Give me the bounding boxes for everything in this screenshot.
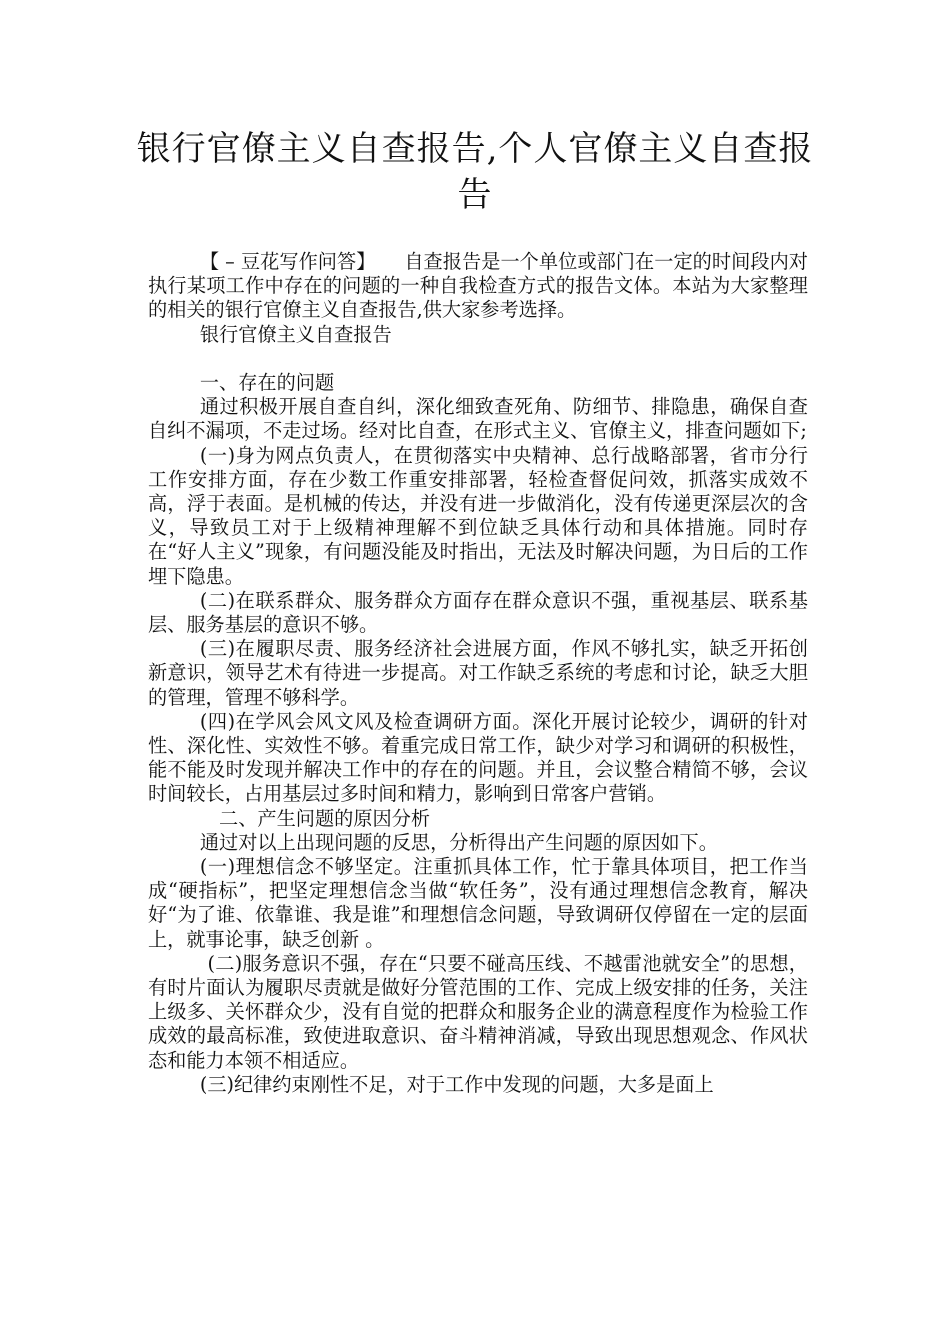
document-title: 银行官僚主义自查报告,个人官僚主义自查报告 [136, 129, 814, 215]
document-body [148, 250, 808, 1097]
report-subtitle: 银行官僚主义自查报告 [199, 322, 392, 346]
section-heading-causes: 二、产生问题的原因分析 [219, 806, 431, 830]
paragraph-item-4: (四)在学风会风文风及检查调研方面。深化开展讨论较少，调研的针对性、深化性、实效性不够。着重完成日常工作，缺少对学习和调研的积极性，能不能及时发现并解决工作中的存在的问题。并且，会议整合精简不够，会议时间较长，占用基层过多时间和精力，影响到日常客户营销。 [148, 709, 808, 806]
paragraph-causes-intro: 通过对以上出现问题的反思，分析得出产生问题的原因如下。 [199, 830, 718, 854]
section-heading-problems: 一、存在的问题 [199, 371, 335, 394]
paragraph-item-2: (二)在联系群众、服务群众方面存在群众意识不强，重视基层、联系基层、服务基层的意识不够。 [148, 588, 808, 637]
paragraph-cause-3: (三)纪律约束刚性不足，对于工作中发现的问题，大多是面上 [199, 1072, 714, 1096]
paragraph-item-1: (一)身为网点负责人，在贯彻落实中央精神、总行战略部署，省市分行工作安排方面，存在少数工作重安排部署，轻检查督促问效，抓落实成效不高，浮于表面。是机械的传达，并没有进一步做消化，没有传递更深层次的含义，导致员工对于上级精神理解不到位缺乏具体行动和具体措施。同时存在“好人主义”现象，有问题没能及时指出，无法及时解决问题，为日后的工作埋下隐患。 [148, 443, 808, 588]
paragraph-self-check: 通过积极开展自查自纠，深化细致查死角、防细节、排隐患，确保自查自纠不漏项，不走过场。经对比自查，在形式主义、官僚主义，排查问题如下; [148, 395, 808, 443]
paragraph-item-3: (三)在履职尽责、服务经济社会进展方面，作风不够扎实，缺乏开拓创新意识，领导艺术有待进一步提高。对工作缺乏系统的考虑和讨论，缺乏大胆的管理，管理不够科学。 [148, 637, 808, 709]
blank-line [148, 347, 808, 371]
paragraph-cause-2: (二)服务意识不强，存在“只要不碰高压线、不越雷池就安全”的思想，有时片面认为履职尽责就是做好分管范围的工作、完成上级安排的任务，关注上级多、关怀群众少，没有自觉的把群众和服务企业的满意程度作为检验工作成效的最高标准，致使进取意识、奋斗精神消减，导致出现思想观念、作风状态和能力本领不相适应。 [148, 951, 808, 1072]
paragraph-cause-1: (一)理想信念不够坚定。注重抓具体工作，忙于靠具体项目，把工作当成“硬指标”，把坚定理想信念当做“软任务”，没有通过理想信念教育，解决好“为了谁、依靠谁、我是谁”和理想信念问题，导致调研仅停留在一定的层面上，就事论事，缺乏创新 。 [148, 855, 808, 951]
intro-paragraph: 【 – 豆花写作问答】 自查报告是一个单位或部门在一定的时间段内对执行某项工作中存在的问题的一种自我检查方式的报告文体。本站为大家整理的相关的银行官僚主义自查报告,供大家参考选择。 [148, 250, 808, 322]
